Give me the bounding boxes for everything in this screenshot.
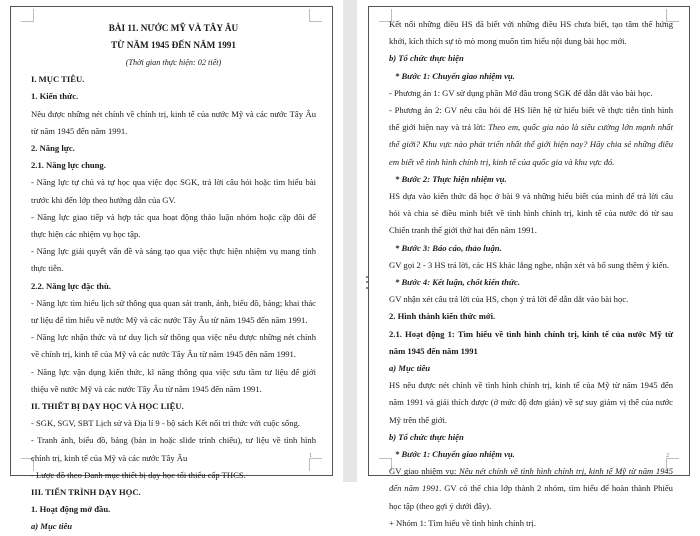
paragraph: HS dựa vào kiến thức đã học ở bài 9 và những hiểu biết của mình để trả lời câu hỏi và chia sẻ điều mình biết về tình hình chính trị, kinh tế của nước đó từ sau Chiến tranh thế giới thứ hai đến năm 1991. (389, 191, 673, 236)
list-item: - Năng lực tìm hiểu lịch sử thông qua quan sát tranh, ảnh, biểu đồ, bảng; khai thác tư liệu để tìm hiểu về nước Mỹ và các nước Tây Âu từ năm 1945 đến năm 1991. (31, 297, 316, 326)
lesson-title-line2: TỪ NĂM 1945 ĐẾN NĂM 1991 (111, 40, 236, 50)
heading-organize: b) Tổ chức thực hiện (389, 431, 464, 442)
heading-objectives: I. MỤC TIÊU. (31, 74, 85, 85)
heading-goal: a) Mục tiêu (31, 521, 73, 532)
heading-activity-1: 2.1. Hoạt động 1: Tìm hiểu về tình hình chính trị, kinh tế của nước Mỹ từ năm 1945 đến năm 1991 (389, 328, 673, 356)
list-item (389, 102, 673, 171)
list-item: - Lược đồ theo Danh mục thiết bị dạy học tối thiểu cấp THCS. (31, 469, 246, 480)
lesson-title: BÀI 11. NƯỚC MỸ VÀ TÂY ÂU (108, 23, 239, 33)
list-item: - Năng lực vận dụng kiến thức, kĩ năng thông qua việc sưu tầm tư liệu để giới thiệu về nước Mỹ và các nước Tây Âu từ năm 1945 đến năm 1991. (31, 366, 316, 394)
page-number: 1 (309, 453, 312, 459)
option-lead: - Phương án 2: GV nêu câu hỏi để HS liên hệ từ hiểu biết về thực tiễn tình hình thế giới hiện nay và trả lời: (389, 105, 673, 133)
list-item: - Năng lực nhận thức và tư duy lịch sử thông qua việc nêu được những nét chính về chính trị, kinh tế của Mỹ và các nước Tây Âu từ năm 1945 đến năm 1991. (31, 332, 316, 360)
heading-knowledge: 1. Kiến thức. (31, 91, 79, 102)
heading-competency: 2. Năng lực. (31, 143, 75, 154)
page-gutter (343, 0, 357, 482)
task-lead: GV giao nhiệm vụ: (389, 466, 459, 477)
list-item: - Năng lực tự chủ và tự học qua việc đọc SGK, trả lời câu hỏi hoặc tìm hiểu bài trước khi đến lớp theo hướng dẫn của GV. (31, 177, 316, 205)
paragraph: HS nêu được nét chính về tình hình chính trị, kinh tế của Mỹ từ năm 1945 đến năm 1991 và giải thích được (ở mức độ đơn giản) về sự suy giảm vị thế của nước Mỹ trên thế giới. (389, 380, 673, 425)
list-item: - Năng lực giao tiếp và hợp tác qua hoạt động thảo luận nhóm hoặc cặp đôi để thực hiện các nhiệm vụ học tập. (31, 211, 316, 240)
step-heading: * Bước 3: Báo cáo, thảo luận. (395, 242, 502, 253)
heading-opening-activity: 1. Hoạt động mở đầu. (31, 504, 111, 515)
heading-new-knowledge: 2. Hình thành kiến thức mới. (389, 311, 496, 322)
list-item: - Năng lực giải quyết vấn đề và sáng tạo qua việc thực hiện nhiệm vụ mang tính thực tiễn. (31, 246, 316, 274)
step-heading: * Bước 2: Thực hiện nhiệm vụ. (395, 173, 507, 184)
paragraph (389, 463, 673, 515)
list-item: - Phương án 1: GV sử dụng phần Mở đầu trong SGK để dẫn dắt vào bài học. (389, 87, 653, 98)
paragraph: GV gọi 2 - 3 HS trả lời, các HS khác lắng nghe, nhận xét và bổ sung thêm ý kiến. (389, 259, 670, 270)
knowledge-text: Nêu được những nét chính về chính trị, kinh tế của nước Mỹ và các nước Tây Âu từ năm 1945 đến năm 1991. (31, 108, 316, 136)
option-question: Theo em, quốc gia nào là siêu cường lớn mạnh nhất thế giới? Khu vực nào phát triển nhất thế giới hiện nay? Hãy chia sẻ những điều em biết về tình hình chính trị, kinh tế của quốc gia và khu vực đó. (389, 122, 673, 167)
document-page-1[interactable] (10, 6, 333, 532)
list-item: + Nhóm 1: Tìm hiểu về tình hình chính trị. (389, 517, 536, 528)
step-heading: * Bước 1: Chuyển giao nhiệm vụ. (395, 70, 515, 81)
task-italic: Nêu nét chính về tình hình chính trị, kinh tế Mỹ từ năm 1945 đến năm 1991 (389, 466, 674, 494)
page-number: 2 (666, 453, 669, 459)
task-rest: . GV có thể chia lớp thành 2 nhóm, tìm hiểu để hoàn thành Phiếu học tập (theo gợi ý dưới đây). (389, 483, 673, 511)
heading-general-competency: 2.1. Năng lực chung. (31, 160, 106, 171)
paragraph: Kết nối những điều HS đã biết với những điều HS chưa biết, tạo tâm thế hứng khởi, kích thích sự tò mò mong muốn tìm hiểu nội dung bài học mới. (389, 19, 673, 47)
list-item: - SGK, SGV, SBT Lịch sử và Địa lí 9 - bộ sách Kết nối tri thức với cuộc sống. (31, 418, 300, 429)
paragraph: GV nhận xét câu trả lời của HS, chọn ý trả lời để dẫn dắt vào bài học. (389, 294, 629, 305)
list-item: - Tranh ảnh, biểu đồ, bảng (bản in hoặc slide trình chiếu), tư liệu về tình hình chính trị, kinh tế của Mỹ và các nước Tây Âu (31, 435, 316, 463)
heading-organize: b) Tổ chức thực hiện (389, 53, 464, 64)
heading-specific-competency: 2.2. Năng lực đặc thù. (31, 280, 111, 291)
lesson-duration: (Thời gian thực hiện: 02 tiết) (125, 58, 222, 67)
step-heading: * Bước 4: Kết luận, chốt kiến thức. (395, 277, 520, 288)
heading-process: III. TIẾN TRÌNH DẠY HỌC. (31, 487, 141, 498)
document-page-2[interactable] (368, 6, 690, 528)
heading-goal: a) Mục tiêu (389, 363, 431, 374)
heading-equipment: II. THIẾT BỊ DẠY HỌC VÀ HỌC LIỆU. (31, 401, 184, 412)
step-heading: * Bước 1: Chuyển giao nhiệm vụ. (395, 449, 515, 460)
